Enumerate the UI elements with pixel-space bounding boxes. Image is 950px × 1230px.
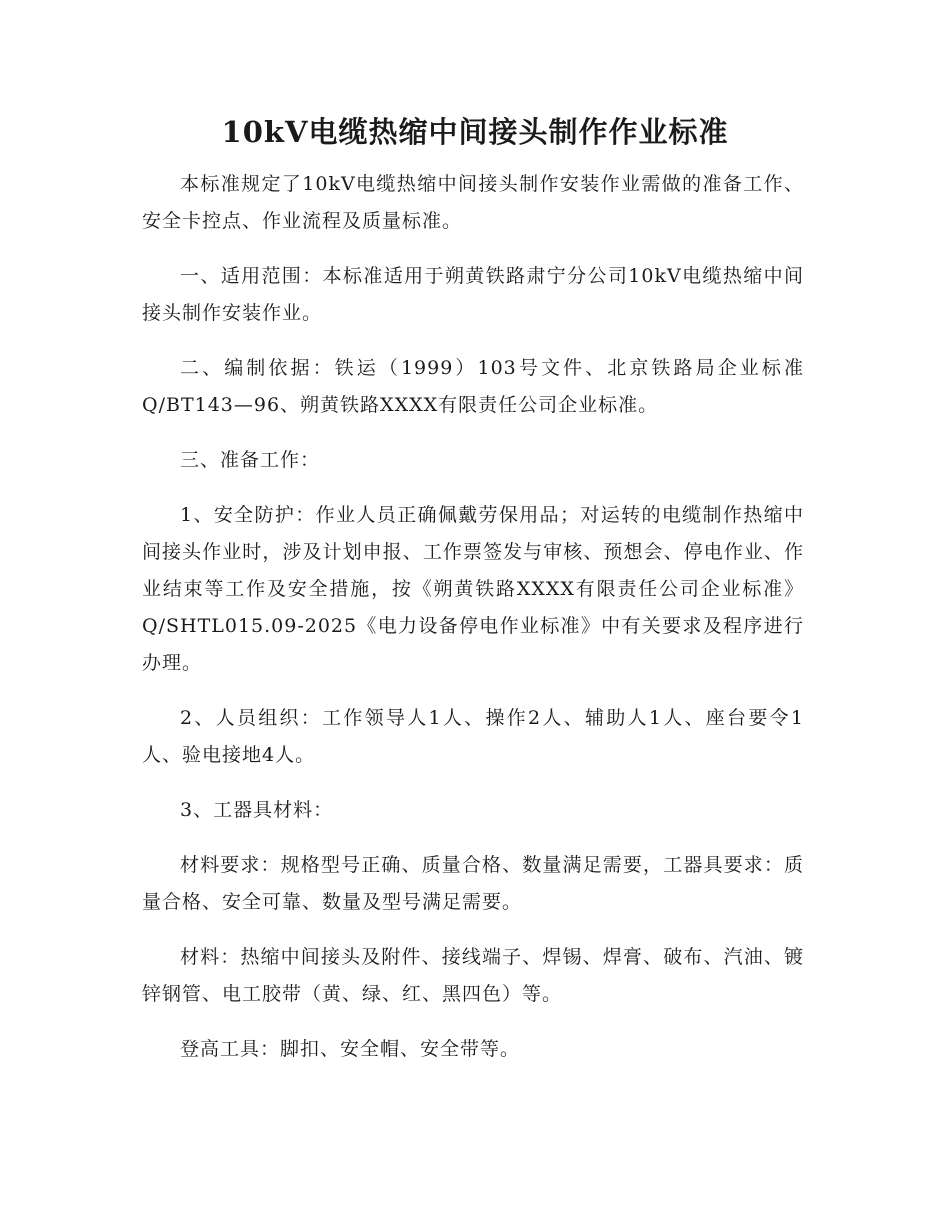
materials-paragraph: 材料：热缩中间接头及附件、接线端子、焊锡、焊膏、破布、汽油、镀锌钢管、电工胶带（黄、绿、红、黑四色）等。 <box>142 946 804 1005</box>
material-requirements-paragraph: 材料要求：规格型号正确、质量合格、数量满足需要，工器具要求：质量合格、安全可靠、数量及型号满足需要。 <box>142 854 804 913</box>
scope-paragraph: 一、适用范围：本标准适用于朔黄铁路肃宁分公司10kV电缆热缩中间接头制作安装作业。 <box>142 265 804 324</box>
document-title: 10kV电缆热缩中间接头制作作业标准 <box>221 115 729 149</box>
tools-materials-heading: 3、工器具材料： <box>180 799 334 821</box>
basis-paragraph: 二、编制依据：铁运（1999）103号文件、北京铁路局企业标准Q/BT143—96、朔黄铁路XXXX有限责任公司企业标准。 <box>142 357 804 416</box>
preparation-heading: 三、准备工作： <box>180 449 321 471</box>
document-body <box>142 166 804 1086</box>
safety-protection-paragraph: 1、安全防护：作业人员正确佩戴劳保用品；对运转的电缆制作热缩中间接头作业时，涉及计划申报、工作票签发与审核、预想会、停电作业、作业结束等工作及安全措施，按《朔黄铁路XXXX有限责任公司企业标准》Q/SHTL015.09-2025《电力设备停电作业标准》中有关要求及程序进行办理。 <box>142 504 804 674</box>
personnel-paragraph: 2、人员组织：工作领导人1人、操作2人、辅助人1人、座台要令1人、验电接地4人。 <box>142 707 804 766</box>
climbing-tools-paragraph: 登高工具：脚扣、安全帽、安全带等。 <box>180 1038 521 1060</box>
intro-paragraph: 本标准规定了10kV电缆热缩中间接头制作安装作业需做的准备工作、安全卡控点、作业流程及质量标准。 <box>142 173 804 232</box>
